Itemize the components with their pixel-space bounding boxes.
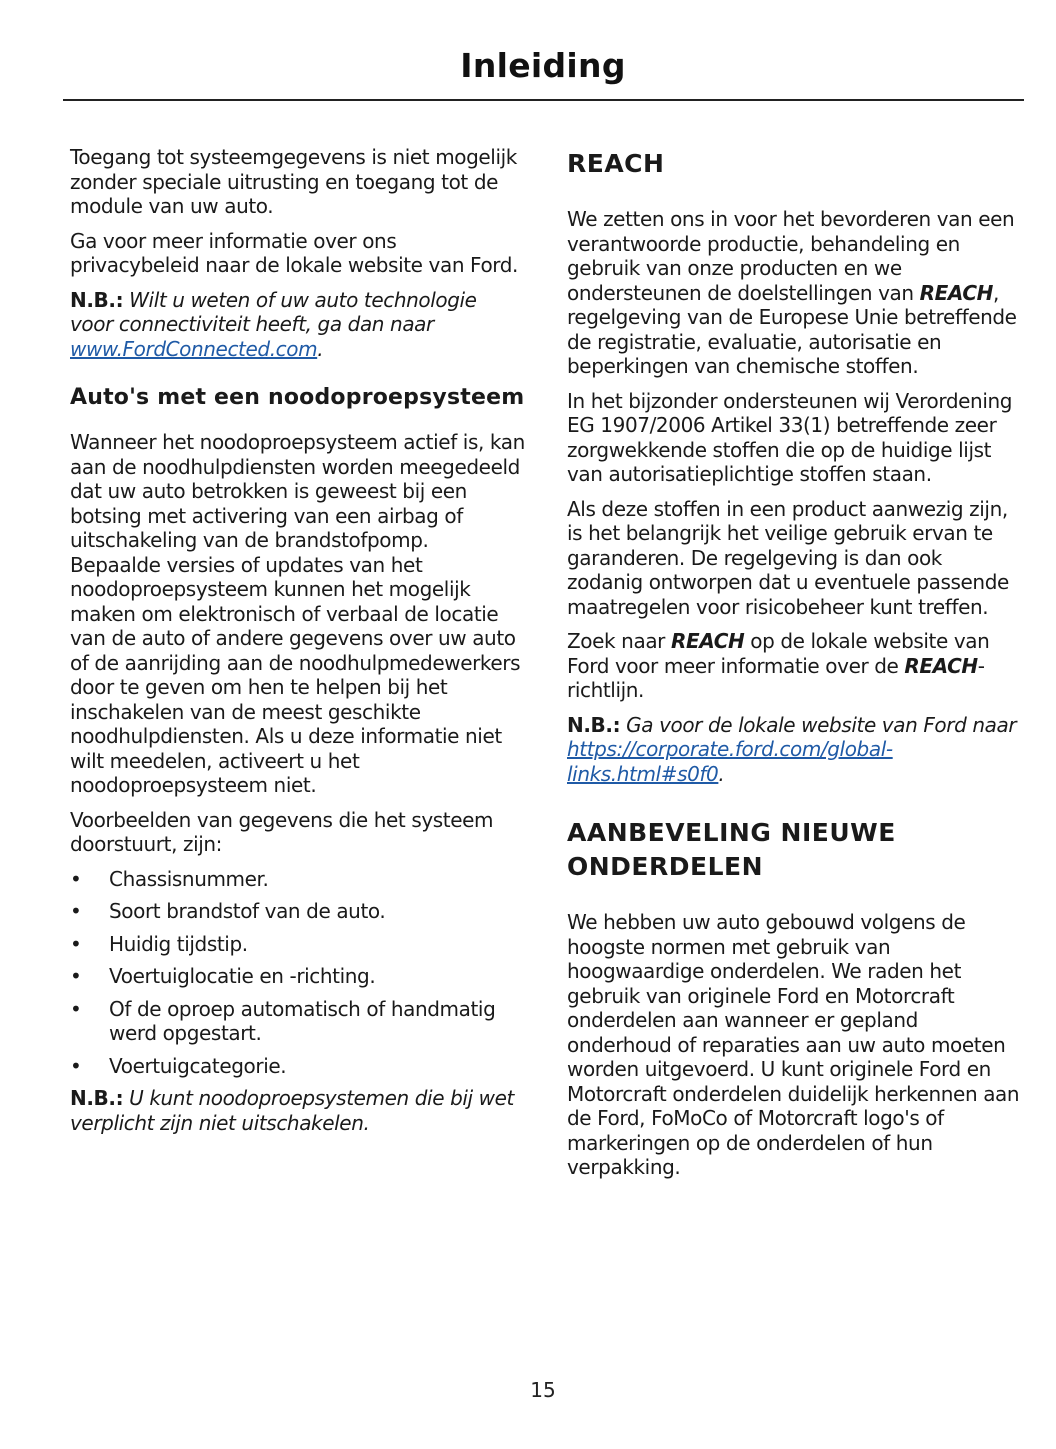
- note-connectivity: [70, 288, 525, 362]
- note-reach-website: [567, 713, 1022, 787]
- paragraph-new-parts: We hebben uw auto gebouwd volgens de hoogste normen met gebruik van hoogwaardige onderdelen. We raden het gebruik van originele Ford en Motorcraft onderdelen aan wanneer er gepland onderhoud of reparaties aan uw auto moeten worden uitgevoerd. U kunt originele Ford en Motorcraft onderdelen duidelijk herkennen aan de Ford, FoMoCo of Motorcraft logo's of markeringen op de onderdelen of hun verpakking.: [567, 910, 1020, 1179]
- reach-term: REACH: [919, 280, 993, 305]
- bullet-icon: •: [70, 899, 82, 923]
- section-heading-emergency-call: Auto's met een noodoproepsysteem: [70, 385, 525, 410]
- note-text: Wilt u weten of uw auto technologie voor connectiviteit heeft, ga dan naar: [70, 287, 477, 336]
- list-item: • Voertuigcategorie.: [70, 1053, 287, 1078]
- section-heading-reach: REACH: [567, 149, 665, 178]
- corporate-ford-link[interactable]: https://corporate.ford.com/global-links.html#s0f0: [567, 737, 893, 786]
- reach-term: REACH: [904, 653, 978, 678]
- list-item: • Soort brandstof van de auto.: [70, 899, 386, 923]
- note-label: N.B.:: [567, 712, 621, 737]
- page-title: Inleiding: [460, 46, 626, 85]
- paragraph-reach-regulation: In het bijzonder ondersteunen wij Verordening EG 1907/2006 Artikel 33(1) betreffende zeer zorgwekkende stoffen die op de huidige lijst van autorisatieplichtige stoffen staan.: [567, 388, 1013, 486]
- bullet-icon: •: [70, 964, 82, 988]
- paragraph-system-data-access: Toegang tot systeemgegevens is niet mogelijk zonder speciale uitrusting en toegang tot de module van uw auto.: [70, 145, 517, 218]
- bullet-icon: •: [70, 931, 82, 956]
- list-item: • Chassisnummer.: [70, 866, 269, 891]
- paragraph-data-examples: Voorbeelden van gegevens die het systeem doorstuurt, zijn:: [70, 807, 494, 856]
- paragraph-privacy-policy: Ga voor meer informatie over ons privacybeleid naar de lokale website van Ford.: [70, 228, 519, 277]
- data-examples-list: [70, 867, 525, 1079]
- bullet-icon: •: [70, 866, 82, 891]
- header-divider: [63, 99, 1024, 101]
- paragraph-emergency-call: Wanneer het noodoproepsysteem actief is, kan aan de noodhulpdiensten worden meegedeeld dat uw auto betrokken is geweest bij een botsing met activering van een airbag of uitschakeling van de brandstofpomp. Bepaalde versies of updates van het noodoproepsysteem kunnen het mogelijk maken om elektronisch of verbaal de locatie van de auto of andere gegevens over uw auto of de aanrijding aan de noodhulpmedewerkers door te geven om hen te helpen bij het inschakelen van de meest geschikte noodhulpdiensten. Als u deze informatie niet wilt meedelen, activeert u het noodoproepsysteem niet.: [70, 430, 525, 797]
- reach-term: REACH: [670, 629, 745, 653]
- right-column: [567, 145, 1022, 1190]
- note-end: .: [317, 336, 324, 361]
- list-item: • Voertuiglocatie en -richting.: [70, 964, 376, 988]
- section-heading-new-parts: AANBEVELING NIEUWE ONDERDELEN: [567, 818, 896, 881]
- list-item: • Huidig tijdstip.: [70, 931, 248, 956]
- bullet-icon: •: [70, 996, 82, 1021]
- page-number: 15: [530, 1378, 556, 1402]
- note-cannot-disable: [70, 1086, 525, 1135]
- bullet-icon: •: [70, 1053, 82, 1078]
- paragraph-reach-intro: We zetten ons in voor het bevorderen van een verantwoorde productie, behandeling en gebruik van onze producten en we ondersteunen de doelstellingen van REACH, regelgeving van de Europese Unie betreffende de registratie, evaluatie, autorisatie en beperkingen van chemische stoffen.: [567, 207, 1017, 378]
- note-text: Ga voor de lokale website van Ford naar: [626, 712, 1017, 737]
- note-label: N.B.:: [70, 1086, 124, 1110]
- paragraph-reach-search: Zoek naar REACH op de lokale website van Ford voor meer informatie over de REACH-richtlijn.: [567, 629, 990, 702]
- list-item: • Of de oproep automatisch of handmatig werd opgestart.: [70, 996, 496, 1045]
- note-text: U kunt noodoproepsystemen die bij wet verplicht zijn niet uitschakelen.: [70, 1086, 514, 1135]
- paragraph-reach-safe-use: Als deze stoffen in een product aanwezig zijn, is het belangrijk het veilige gebruik ervan te garanderen. De regelgeving is dan ook zodanig ontworpen dat u eventuele passende maatregelen voor risicobeheer kunt treffen.: [567, 496, 1009, 619]
- left-column: [70, 145, 525, 1145]
- fordconnected-link[interactable]: www.FordConnected.com: [70, 336, 318, 361]
- note-end: .: [718, 761, 725, 786]
- note-label: N.B.:: [70, 287, 124, 312]
